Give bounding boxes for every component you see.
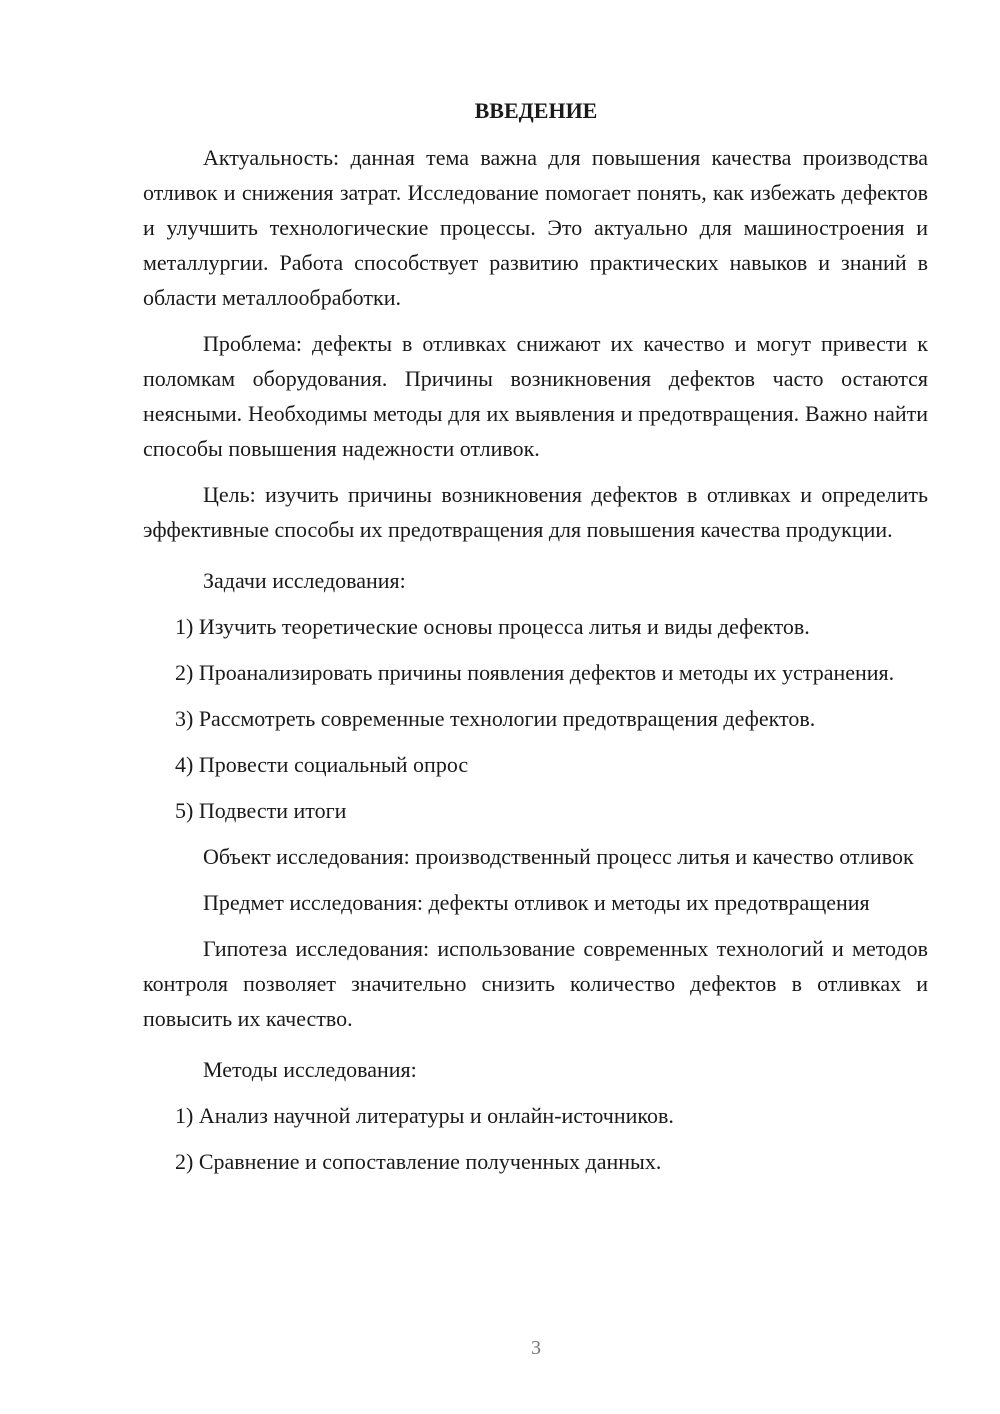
object-paragraph: Объект исследования: производственный процесс литья и качество отливок (203, 844, 914, 869)
subject-paragraph: Предмет исследования: дефекты отливок и методы их предотвращения (203, 890, 870, 915)
page-content (143, 140, 928, 1190)
method-item-2: 2) Сравнение и сопоставление полученных данных. (175, 1149, 662, 1174)
method-item-1: 1) Анализ научной литературы и онлайн-источников. (175, 1103, 674, 1128)
goal-paragraph: Цель: изучить причины возникновения дефектов в отливках и определить эффективные способы их предотвращения для повышения качества продукции. (143, 482, 928, 542)
task-item-5: 5) Подвести итоги (175, 798, 347, 823)
tasks-heading: Задачи исследования: (203, 568, 406, 593)
task-item-3: 3) Рассмотреть современные технологии предотвращения дефектов. (175, 706, 816, 731)
task-item-4: 4) Провести социальный опрос (175, 752, 469, 777)
task-item-1: 1) Изучить теоретические основы процесса литья и виды дефектов. (175, 614, 810, 639)
task-item-2: 2) Проанализировать причины появления дефектов и методы их устранения. (175, 660, 895, 685)
section-heading: ВВЕДЕНИЕ (474, 98, 598, 123)
methods-heading: Методы исследования: (203, 1057, 417, 1082)
page-number: 3 (531, 1337, 541, 1359)
problem-paragraph: Проблема: дефекты в отливках снижают их качество и могут привести к поломкам оборудования. Причины возникновения дефектов часто остаются неясными. Необходимы методы для их выявления и предотвращения. Важно найти способы повышения надежности отливок. (143, 331, 928, 461)
relevance-paragraph: Актуальность: данная тема важна для повышения качества производства отливок и снижения затрат. Исследование помогает понять, как избежать дефектов и улучшить технологические процессы. Это актуально для машиностроения и металлургии. Работа способствует развитию практических навыков и знаний в области металлообработки. (143, 145, 928, 310)
hypothesis-paragraph: Гипотеза исследования: использование современных технологий и методов контроля позволяет значительно снизить количество дефектов в отливках и повысить их качество. (143, 936, 928, 1031)
